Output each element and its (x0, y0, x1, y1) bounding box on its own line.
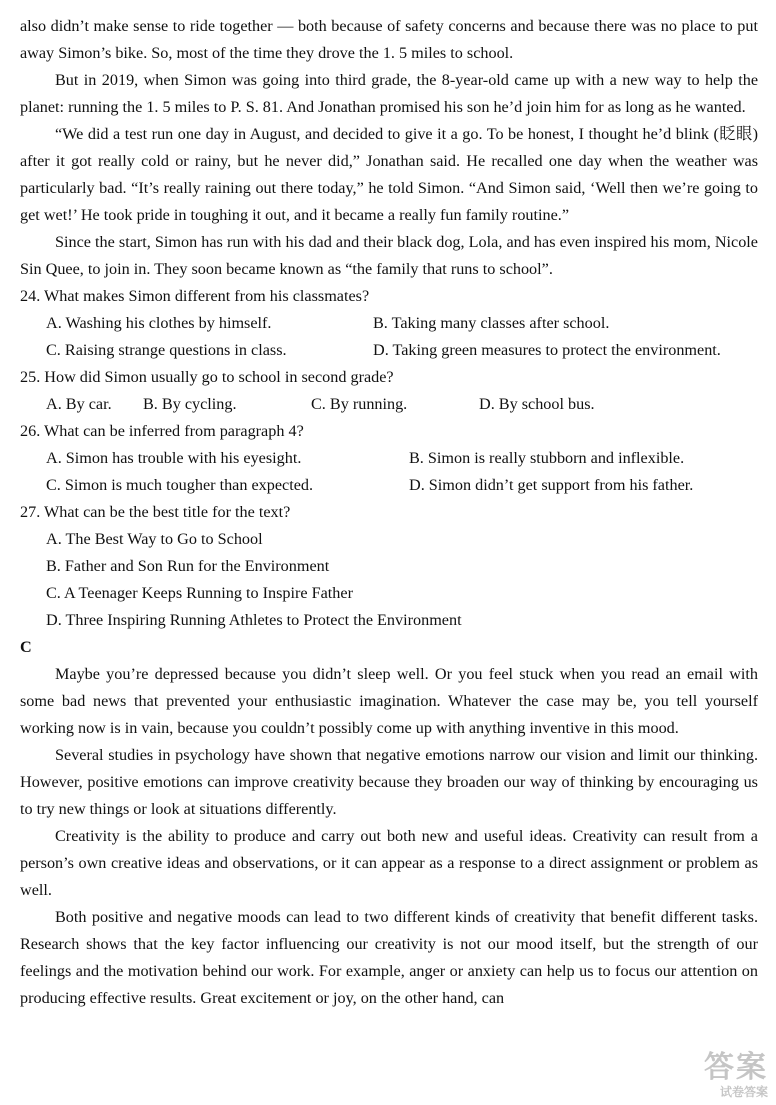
document-page (20, 13, 758, 1012)
watermark-sub: 试卷答案 (719, 1085, 768, 1099)
passage-continuation: also didn’t make sense to ride together — both because of safety concerns and because there was no place to put away Simon’s bike. So, most of the time they drove the 1. 5 miles to school. (20, 17, 758, 62)
question-25 (20, 364, 758, 418)
option-b: B. Father and Son Run for the Environment (46, 557, 330, 575)
option-b: B. Simon is really stubborn and inflexible. (409, 449, 685, 467)
option-a: A. The Best Way to Go to School (46, 530, 263, 548)
question-options (20, 391, 758, 418)
option-d: D. Taking green measures to protect the environment. (373, 341, 721, 359)
question-stem: 26. What can be inferred from paragraph 4? (20, 422, 304, 440)
question-options (20, 445, 758, 499)
option-d: D. By school bus. (479, 395, 595, 413)
option-d: D. Simon didn’t get support from his father. (409, 476, 694, 494)
option-a: A. Washing his clothes by himself. (46, 314, 272, 332)
question-24 (20, 283, 758, 364)
section-c-paragraph: Creativity is the ability to produce and carry out both new and useful ideas. Creativity can result from a person’s own creative ideas and observations, or it can appear as a response to a direct assignment or problem as well. (20, 827, 758, 899)
passage-paragraph: But in 2019, when Simon was going into third grade, the 8-year-old came up with a new way to help the planet: running the 1. 5 miles to P. S. 81. And Jonathan promised his son he’d join him for as long as he wanted. (20, 71, 758, 116)
question-options (20, 310, 758, 364)
passage-paragraph: Since the start, Simon has run with his dad and their black dog, Lola, and has even inspired his mom, Nicole Sin Quee, to join in. They soon became known as “the family that runs to school”. (20, 233, 758, 278)
option-c: C. A Teenager Keeps Running to Inspire Father (46, 584, 353, 602)
section-heading: C (20, 638, 32, 656)
question-stem: 25. How did Simon usually go to school in second grade? (20, 368, 394, 386)
option-b: B. Taking many classes after school. (373, 314, 610, 332)
question-27 (20, 499, 758, 634)
watermark-logo (704, 1051, 768, 1099)
option-c: C. By running. (311, 395, 408, 413)
section-c-paragraph: Several studies in psychology have shown that negative emotions narrow our vision and limit our thinking. However, positive emotions can improve creativity because they broaden our way of thinking by encouraging us to try new things or look at situations differently. (20, 746, 758, 818)
question-options (20, 526, 758, 634)
watermark-main: 答案 (704, 1050, 768, 1085)
option-c: C. Simon is much tougher than expected. (46, 476, 314, 494)
option-c: C. Raising strange questions in class. (46, 341, 287, 359)
question-26 (20, 418, 758, 499)
option-a: A. Simon has trouble with his eyesight. (46, 449, 302, 467)
question-stem: 27. What can be the best title for the text? (20, 503, 291, 521)
option-b: B. By cycling. (143, 395, 237, 413)
section-c-paragraph: Both positive and negative moods can lead to two different kinds of creativity that benefit different tasks. Research shows that the key factor influencing our creativity is not our mood itself, but the strength of our feelings and the motivation behind our work. For example, anger or anxiety can help us to focus our attention on producing effective results. Great excitement or joy, on the other hand, can (20, 908, 758, 1007)
question-stem: 24. What makes Simon different from his classmates? (20, 287, 370, 305)
section-c-paragraph: Maybe you’re depressed because you didn’t sleep well. Or you feel stuck when you read an email with some bad news that prevented your enthusiastic imagination. Whatever the case may be, you tell yourself working now is in vain, because you couldn’t possibly come up with anything inventive in this mood. (20, 665, 758, 737)
option-d: D. Three Inspiring Running Athletes to Protect the Environment (46, 611, 462, 629)
option-a: A. By car. (46, 395, 112, 413)
passage-paragraph: “We did a test run one day in August, and decided to give it a go. To be honest, I thought he’d blink (眨眼) after it got really cold or rainy, but he never did,” Jonathan said. He recalled one day when the weather was particularly bad. “It’s really raining out there today,” he told Simon. “And Simon said, ‘Well then we’re going to get wet!’ He took pride in toughing it out, and it became a really fun family routine.” (20, 125, 758, 224)
